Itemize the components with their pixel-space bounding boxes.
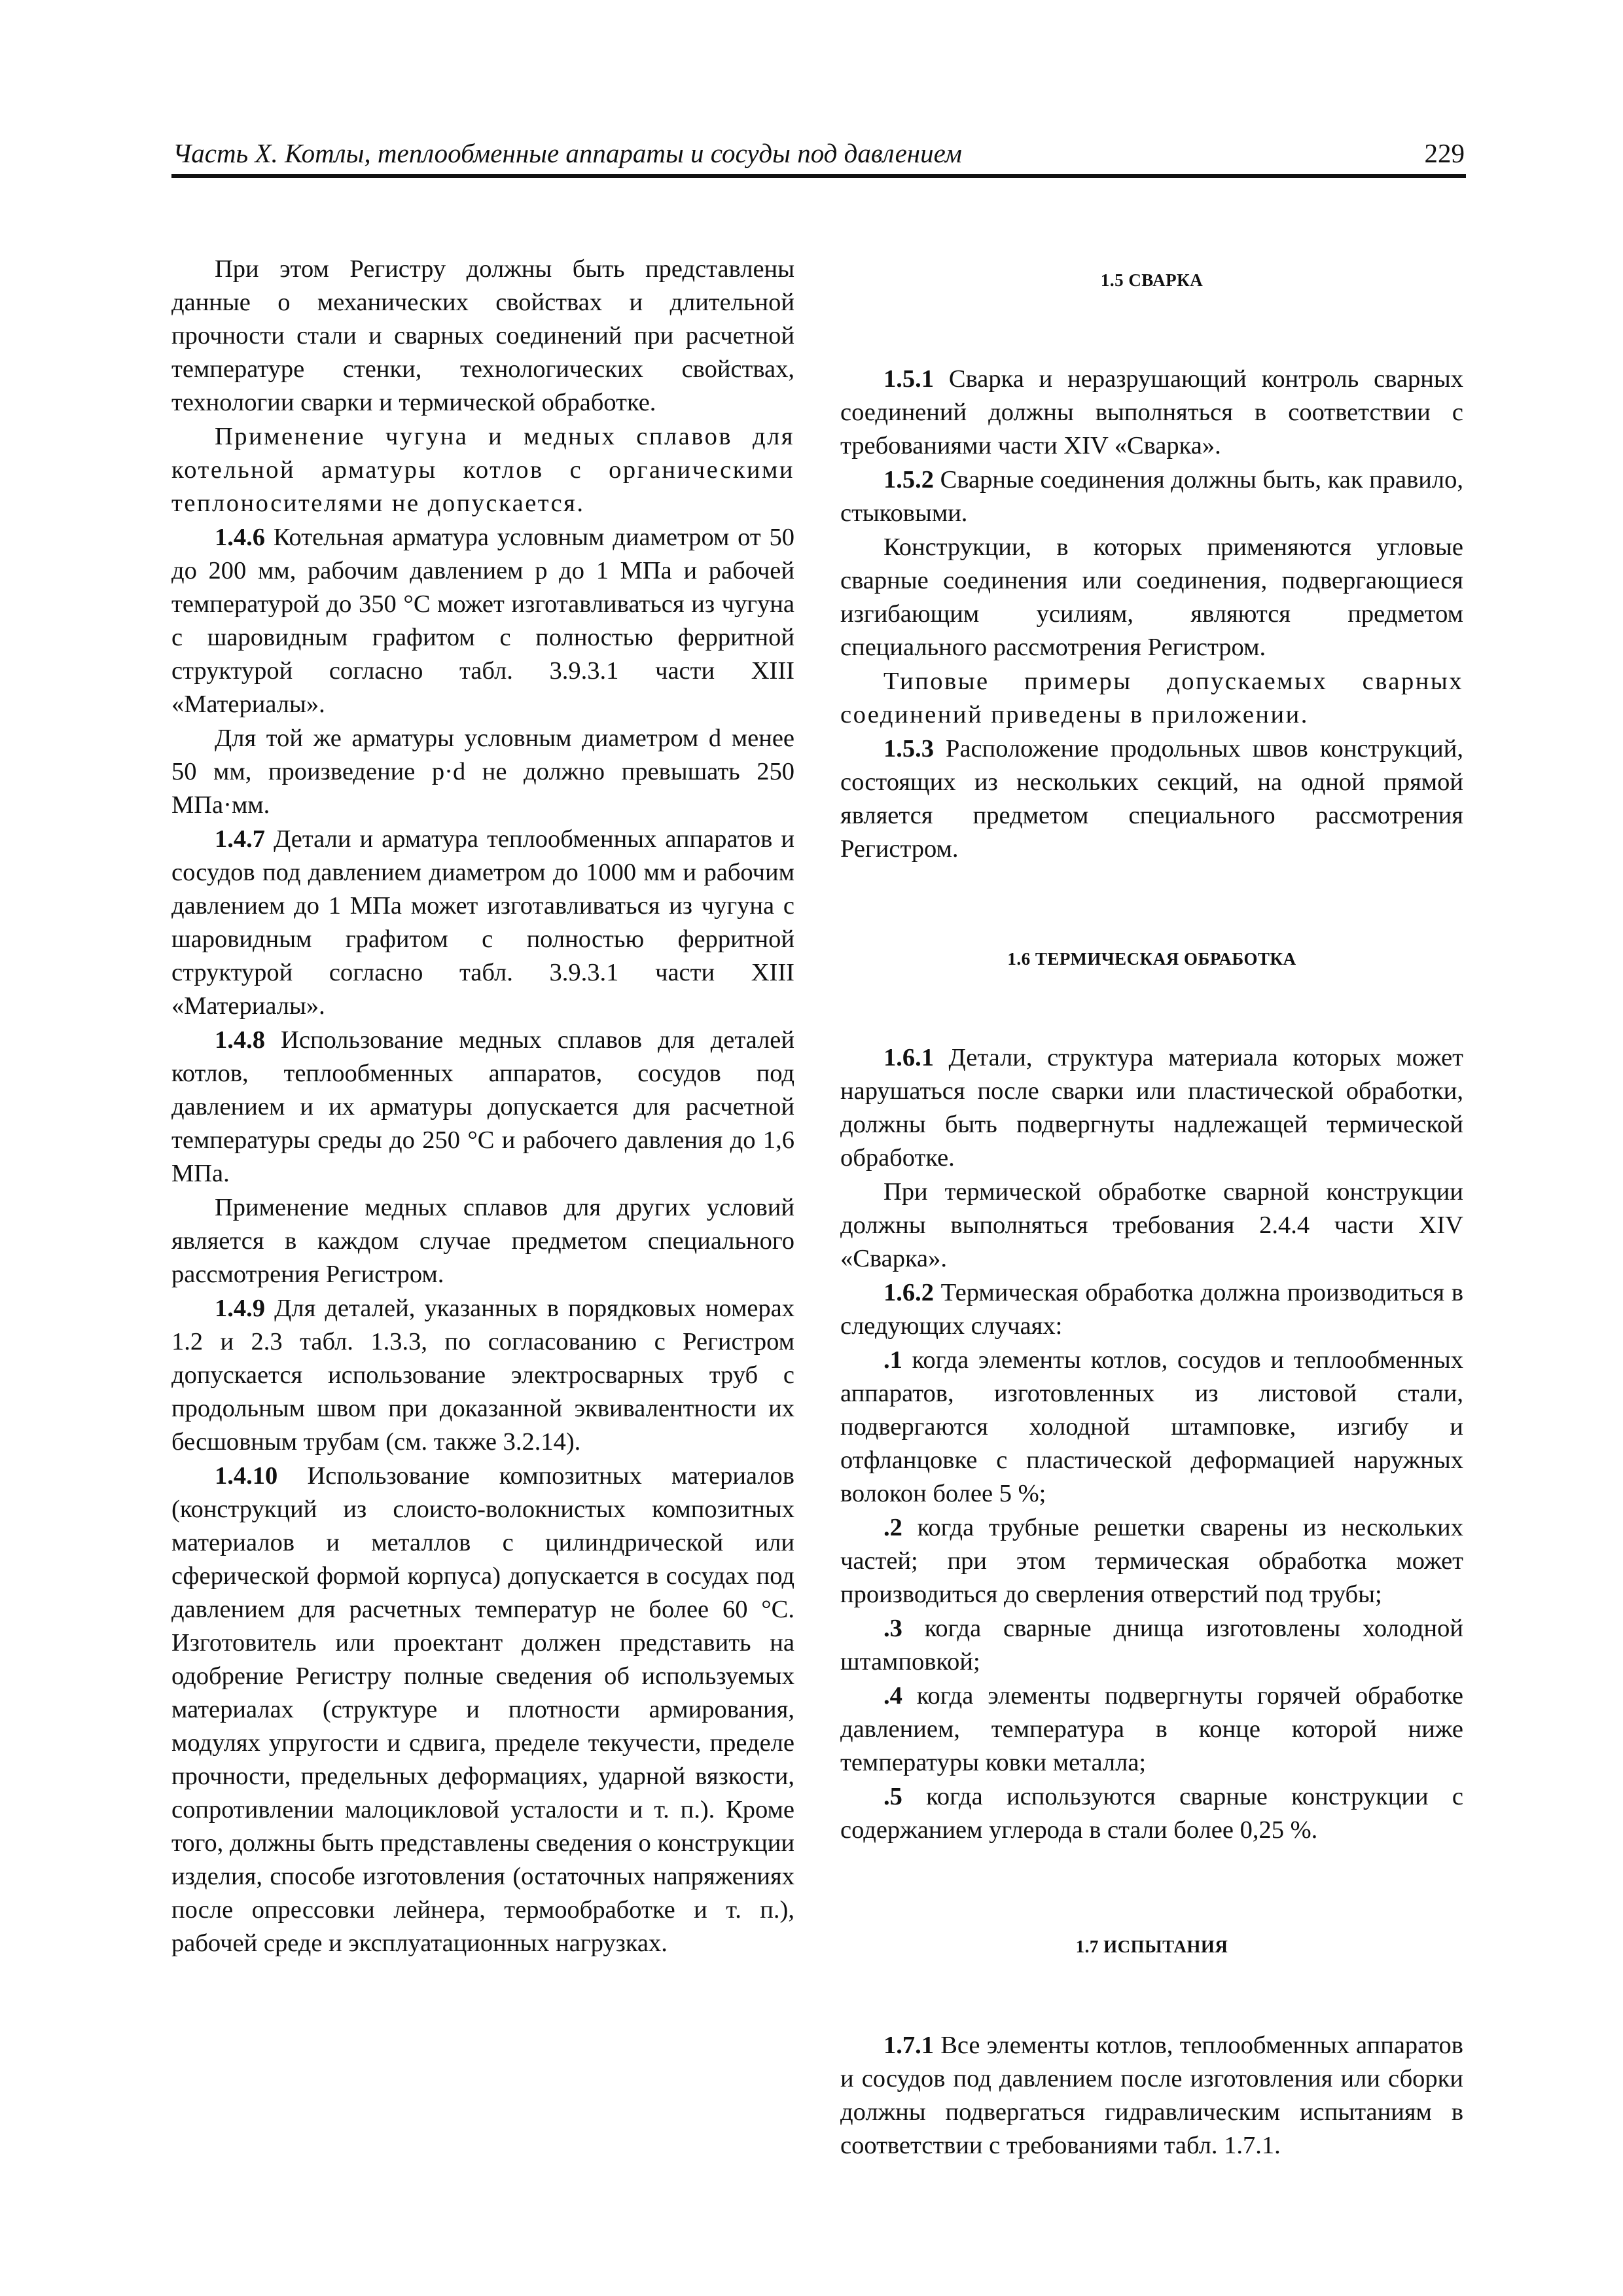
running-header-title: Часть X. Котлы, теплообменные аппараты и сосуды под давлением <box>173 138 962 168</box>
list-item: .4 когда элементы подвергнуты горячей обработке давлением, температура в конце которой ниже температуры ковки металла; <box>840 1682 1463 1776</box>
paragraph-number: 1.5.1 <box>883 365 934 393</box>
paragraph-1-4-7: 1.4.7 Детали и арматура теплообменных аппаратов и сосудов под давлением диаметром до 1000 мм и рабочим давлением до 1 МПа может изготавливаться из чугуна с шаровидным графитом с полностью ферритной структурой согласно табл. 3.9.3.1 части XIII «Материалы». <box>171 825 794 1020</box>
paragraph-1-5-2: 1.5.2 Сварные соединения должны быть, как правило, стыковыми. <box>840 466 1463 527</box>
list-item-number: .1 <box>883 1346 902 1374</box>
section-heading-heat-treatment: 1.6 ТЕРМИЧЕСКАЯ ОБРАБОТКА <box>1007 949 1296 969</box>
list-item: .3 когда сварные днища изготовлены холодной штамповкой; <box>840 1615 1463 1676</box>
running-header <box>171 131 1466 178</box>
paragraph-1-7-1: 1.7.1 Все элементы котлов, теплообменных аппаратов и сосудов под давлением после изготовления или сборки должны подвергаться гидравлическим испытаниям в соответствии с требованиями табл. 1.7.1. <box>840 2032 1463 2159</box>
paragraph-1-4-9: 1.4.9 Для деталей, указанных в порядковых номерах 1.2 и 2.3 табл. 1.3.3, по согласованию с Регистром допускается использование электросварных труб с продольным швом при доказанной эквивалентности их бесшовным трубам (см. также 3.2.14). <box>171 1295 794 1456</box>
paragraph-number: 1.4.9 <box>215 1295 265 1322</box>
paragraph: Типовые примеры допускаемых сварных соединений приведены в приложении. <box>840 668 1463 728</box>
list-item: .1 когда элементы котлов, сосудов и теплообменных аппаратов, изготовленных из листовой стали, подвергаются холодной штамповке, изгибу и отфланцовке с пластической деформацией наружных волокон более 5 %; <box>840 1346 1463 1507</box>
paragraph-1-6-2: 1.6.2 Термическая обработка должна производиться в следующих случаях: <box>840 1279 1463 1340</box>
paragraph: Применение медных сплавов для других условий является в каждом случае предметом специального рассмотрения Регистром. <box>171 1194 794 1288</box>
paragraph-1-4-6: 1.4.6 Котельная арматура условным диаметром от 50 до 200 мм, рабочим давлением p до 1 МПа и рабочей температурой до 350 °С может изготавливаться из чугуна с шаровидным графитом с полностью ферритной структурой согласно табл. 3.9.3.1 части XIII «Материалы». <box>171 524 794 718</box>
list-item: .2 когда трубные решетки сварены из нескольких частей; при этом термическая обработка может производиться до сверления отверстий под трубы; <box>840 1514 1463 1608</box>
left-column <box>171 253 794 1960</box>
list-item-number: .5 <box>883 1783 902 1810</box>
paragraph-1-6-1: 1.6.1 Детали, структура материала которых может нарушаться после сварки или пластической обработки, должны быть подвергнуты надлежащей термической обработке. <box>840 1044 1463 1172</box>
paragraph-number: 1.4.7 <box>215 825 265 853</box>
list-item: .5 когда используются сварные конструкции с содержанием углерода в стали более 0,25 %. <box>840 1783 1463 1844</box>
list-item-number: .3 <box>883 1615 902 1642</box>
section-heading-tests: 1.7 ИСПЫТАНИЯ <box>1075 1937 1228 1956</box>
paragraph-1-5-3: 1.5.3 Расположение продольных швов конструкций, состоящих из нескольких секций, на одной прямой является предметом специального рассмотрения Регистром. <box>840 735 1463 863</box>
paragraph: Для той же арматуры условным диаметром d менее 50 мм, произведение p·d не должно превышать 250 МПа·мм. <box>171 725 794 819</box>
paragraph-number: 1.5.2 <box>883 466 934 493</box>
page-number: 229 <box>1424 138 1465 168</box>
paragraph: Применение чугуна и медных сплавов для котельной арматуры котлов с органическими теплоносителями не допускается. <box>171 423 794 517</box>
paragraph-number: 1.7.1 <box>883 2032 934 2059</box>
right-column <box>840 253 1463 2162</box>
section-heading-welding: 1.5 СВАРКА <box>1100 270 1204 290</box>
paragraph-number: 1.4.8 <box>215 1026 265 1054</box>
paragraph-number: 1.4.6 <box>215 524 265 551</box>
paragraph-number: 1.5.3 <box>883 735 934 762</box>
list-item-number: .2 <box>883 1514 902 1541</box>
paragraph-number: 1.6.1 <box>883 1044 934 1071</box>
paragraph: Конструкции, в которых применяются угловые сварные соединения или соединения, подвергающиеся изгибающим усилиям, являются предметом специального рассмотрения Регистром. <box>840 533 1463 661</box>
paragraph: При этом Регистру должны быть представлены данные о механических свойствах и длительной прочности стали и сварных соединений при расчетной температуре стенки, технологических свойствах, технологии сварки и термической обработке. <box>171 255 794 416</box>
paragraph-number: 1.4.10 <box>215 1462 278 1490</box>
paragraph-number: 1.6.2 <box>883 1279 934 1306</box>
paragraph-1-4-10: 1.4.10 Использование композитных материалов (конструкций из слоисто-волокнистых композитных материалов и металлов с цилиндрической или сферической формой корпуса) допускается в сосудах под давлением для расчетных температур не более 60 °С. Изготовитель или проектант должен представить на одобрение Регистру полные сведения об используемых материалах (структуре и плотности армирования, модулях упругости и сдвига, пределе текучести, пределе прочности, предельных деформациях, ударной вязкости, сопротивлении малоцикловой усталости и т. п.). Кроме того, должны быть представлены сведения о конструкции изделия, способе изготовления (остаточных напряжениях после опрессовки лейнера, термообработке и т. п.), рабочей среде и эксплуатационных нагрузках. <box>171 1462 794 1957</box>
list-item-number: .4 <box>883 1682 902 1710</box>
paragraph: При термической обработке сварной конструкции должны выполняться требования 2.4.4 части XIV «Сварка». <box>840 1178 1463 1272</box>
paragraph-1-4-8: 1.4.8 Использование медных сплавов для деталей котлов, теплообменных аппаратов, сосудов под давлением и их арматуры допускается для расчетной температуры среды до 250 °С и рабочего давления до 1,6 МПа. <box>171 1026 794 1187</box>
paragraph-1-5-1: 1.5.1 Сварка и неразрушающий контроль сварных соединений должны выполняться в соответствии с требованиями части XIV «Сварка». <box>840 365 1463 459</box>
